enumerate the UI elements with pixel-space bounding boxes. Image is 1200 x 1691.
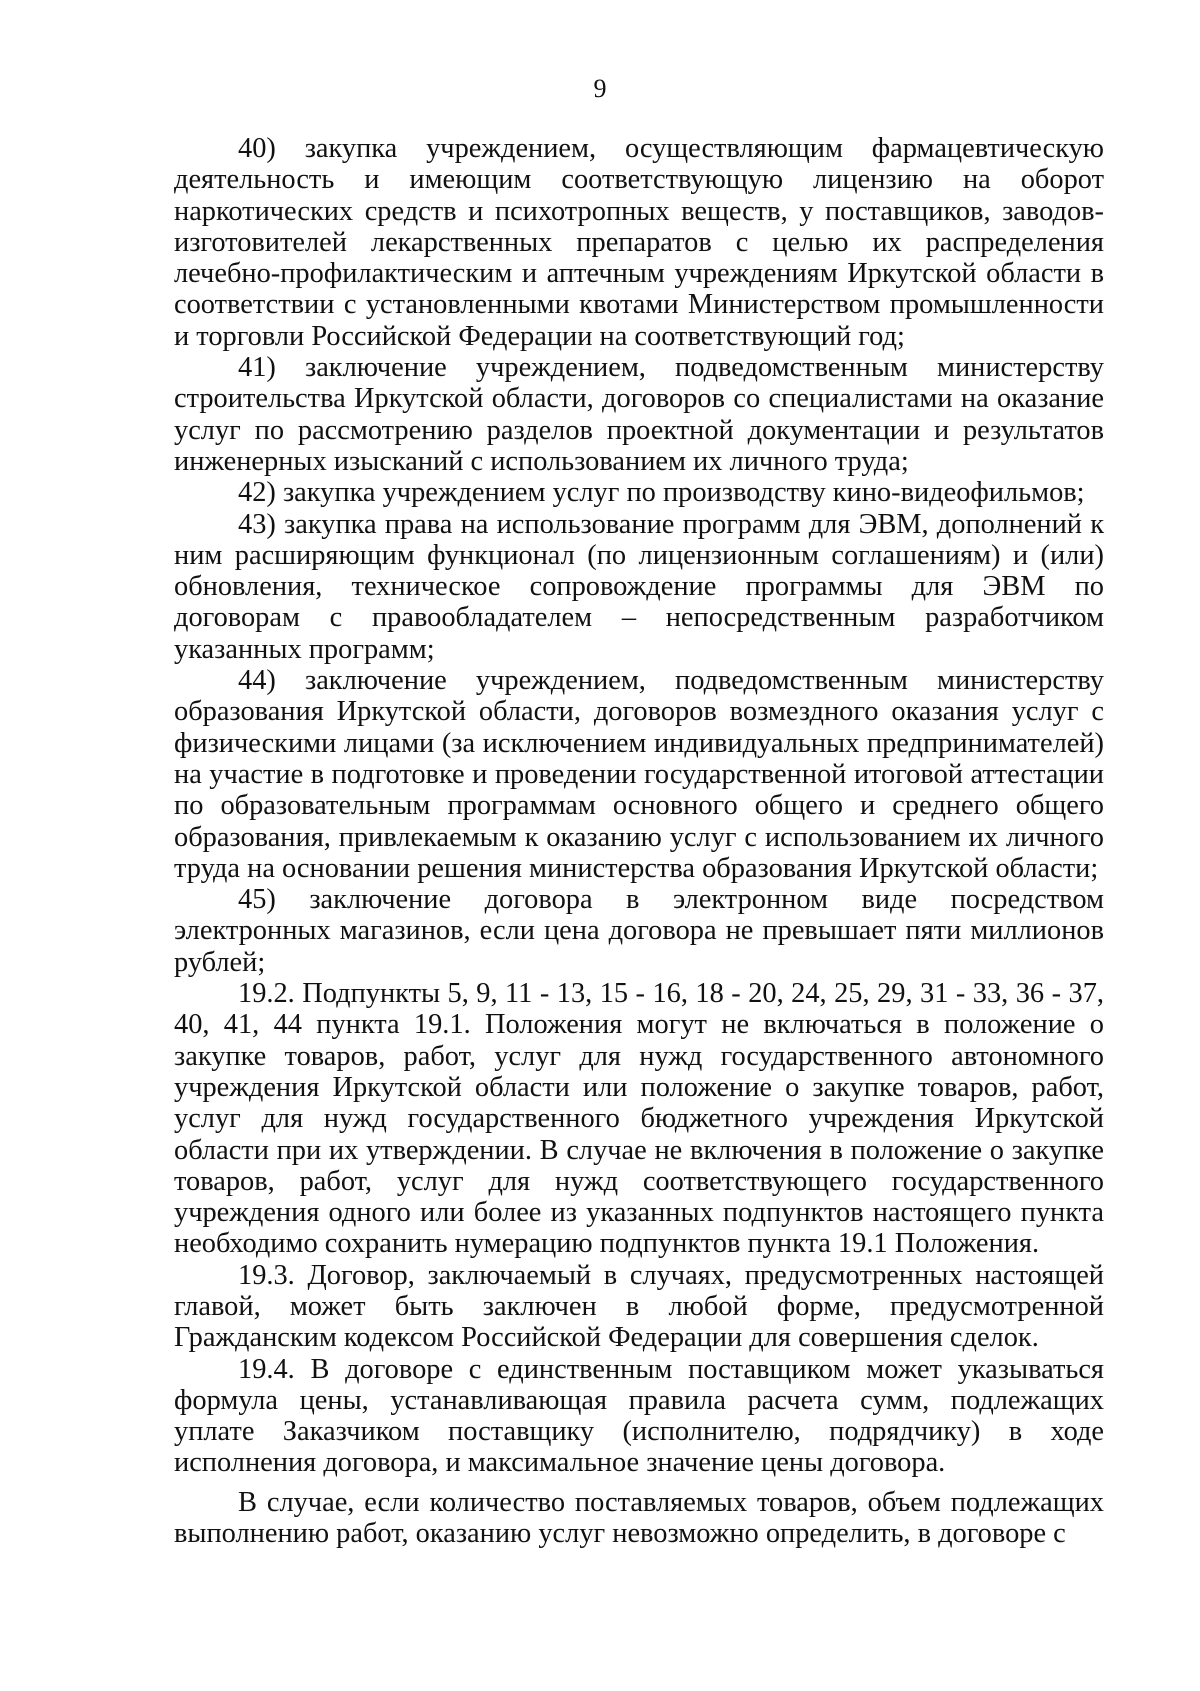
paragraph-item-43: 43) закупка права на использование программ для ЭВМ, дополнений к ним расширяющим функционал (по лицензионным соглашениям) и (или) обновления, техническое сопровождение программы для ЭВМ по договорам с правообладателем – непосредственным разработчиком указанных программ;: [174, 508, 1104, 665]
page-number: 9: [593, 74, 607, 103]
paragraph-item-44: 44) заключение учреждением, подведомственным министерству образования Иркутской области, договоров возмездного оказания услуг с физическими лицами (за исключением индивидуальных предпринимателей) на участие в подготовке и проведении государственной итоговой аттестации по образовательным программам основного общего и среднего общего образования, привлекаемым к оказанию услуг с использованием их личного труда на основании решения министерства образования Иркутской области;: [174, 665, 1104, 884]
paragraph-item-41: 41) заключение учреждением, подведомственным министерству строительства Иркутской области, договоров со специалистами на оказание услуг по рассмотрению разделов проектной документации и результатов инженерных изысканий с использованием их личного труда;: [174, 352, 1104, 477]
paragraph-item-40: 40) закупка учреждением, осуществляющим фармацевтическую деятельность и имеющим соответствующую лицензию на оборот наркотических средств и психотропных веществ, у поставщиков, заводов-изготовителей лекарственных препаратов с целью их распределения лечебно-профилактическим и аптечным учреждениям Иркутской области в соответствии с установленными квотами Министерством промышленности и торговли Российской Федерации на соответствующий год;: [174, 133, 1104, 352]
paragraph-clause-19-2: 19.2. Подпункты 5, 9, 11 - 13, 15 - 16, 18 - 20, 24, 25, 29, 31 - 33, 36 - 37, 40, 41, 44 пункта 19.1. Положения могут не включаться в положение о закупке товаров, работ, услуг для нужд государственного автономного учреждения Иркутской области или положение о закупке товаров, работ, услуг для нужд государственного бюджетного учреждения Иркутской области при их утверждении. В случае не включения в положение о закупке товаров, работ, услуг для нужд соответствующего государственного учреждения одного или более из указанных подпунктов настоящего пункта необходимо сохранить нумерацию подпунктов пункта 19.1 Положения.: [174, 978, 1104, 1260]
paragraph-clause-19-3: 19.3. Договор, заключаемый в случаях, предусмотренных настоящей главой, может быть заключен в любой форме, предусмотренной Гражданским кодексом Российской Федерации для совершения сделок.: [174, 1259, 1104, 1354]
document-body: [174, 133, 1104, 1549]
paragraph-continuation: В случае, если количество поставляемых товаров, объем подлежащих выполнению работ, оказанию услуг невозможно определить, в договоре с: [174, 1486, 1104, 1550]
paragraph-clause-19-4: 19.4. В договоре с единственным поставщиком может указываться формула цены, устанавливающая правила расчета сумм, подлежащих уплате Заказчиком поставщику (исполнителю, подрядчику) в ходе исполнения договора, и максимальное значение цены договора.: [174, 1353, 1104, 1479]
paragraph-item-45: 45) заключение договора в электронном виде посредством электронных магазинов, если цена договора не превышает пяти миллионов рублей;: [174, 884, 1104, 978]
paragraph-item-42: 42) закупка учреждением услуг по производству кино-видеофильмов;: [238, 477, 1085, 509]
